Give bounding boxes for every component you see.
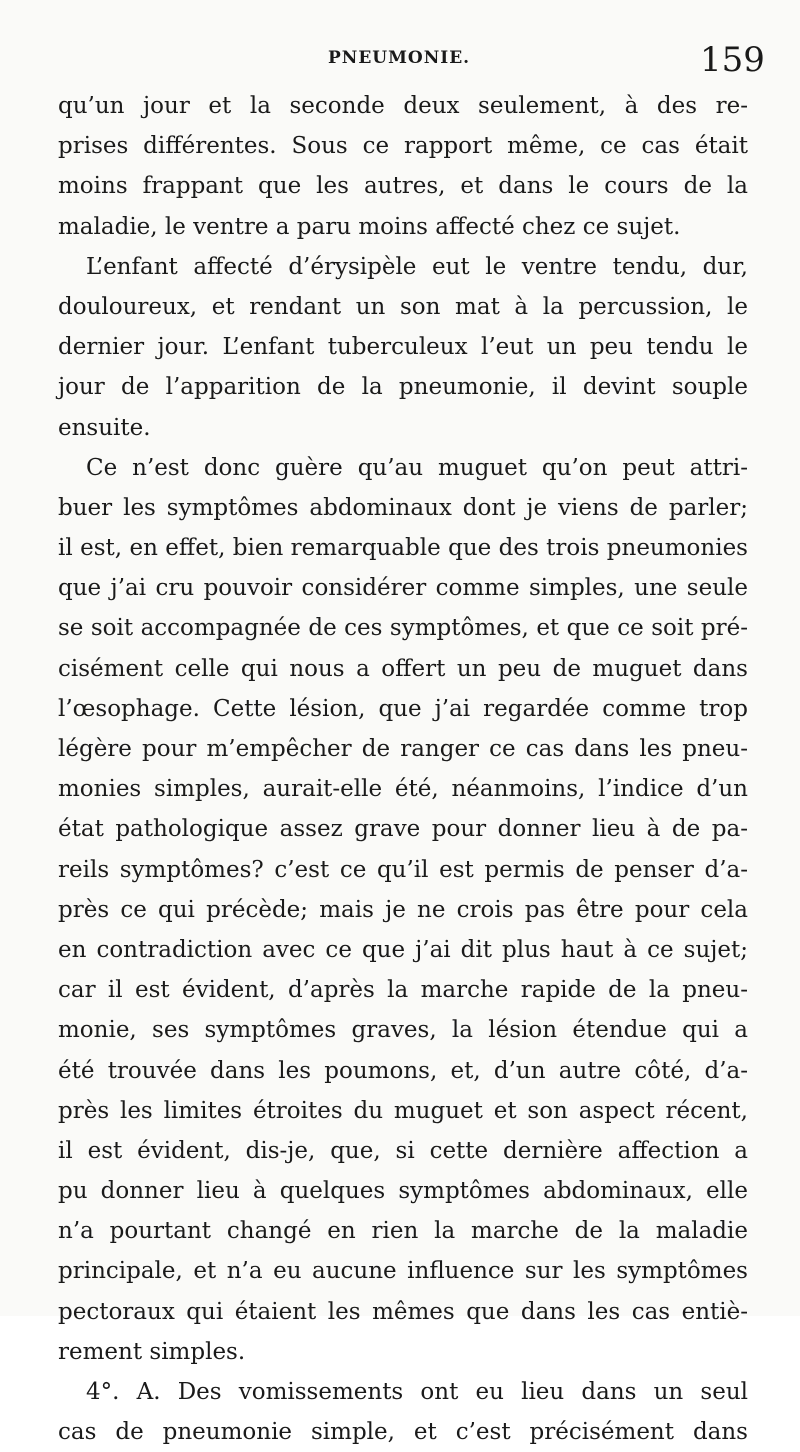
text-line: qu’un jour et la seconde deux seulement, à des re-: [58, 93, 748, 119]
text-line: car il est évident, d’après la marche rapide de la pneu-: [58, 977, 748, 1004]
text-line: reils symptômes? c’est ce qu’il est permis de penser d’a-: [58, 856, 748, 883]
text-line: L’enfant affecté d’érysipèle eut le ventre tendu, dur,: [86, 253, 748, 280]
text-line: près les limites étroites du muguet et son aspect récent,: [58, 1097, 748, 1124]
text-line: légère pour m’empêcher de ranger ce cas dans les pneu-: [58, 736, 748, 762]
body-text: [58, 86, 748, 1452]
text-line: pectoraux qui étaient les mêmes que dans les cas entiè-: [58, 1298, 748, 1325]
text-line: principale, et n’a eu aucune influence sur les symptômes: [58, 1258, 748, 1285]
text-line: maladie, le ventre a paru moins affecté chez ce sujet.: [58, 213, 681, 240]
text-line: douloureux, et rendant un son mat à la percussion, le: [58, 293, 748, 320]
text-line: été trouvée dans les poumons, et, d’un autre côté, d’a-: [58, 1057, 748, 1084]
text-line: que j’ai cru pouvoir considérer comme simples, une seule: [58, 575, 748, 602]
text-line: il est, en effet, bien remarquable que des trois pneumonies: [58, 535, 748, 562]
text-line: jour de l’apparition de la pneumonie, il devint souple: [58, 374, 748, 401]
text-line: Ce n’est donc guère qu’au muguet qu’on peut attri-: [86, 454, 748, 481]
text-line: prises différentes. Sous ce rapport même, ce cas était: [58, 133, 748, 160]
text-line: état pathologique assez grave pour donner lieu à de pa-: [58, 816, 748, 843]
text-line: cas de pneumonie simple, et c’est précisément dans: [58, 1419, 748, 1446]
text-line: se soit accompagnée de ces symptômes, et que ce soit pré-: [58, 615, 748, 642]
page-number: 159: [700, 40, 765, 80]
text-line: pu donner lieu à quelques symptômes abdominaux, elle: [58, 1178, 748, 1205]
text-line: 4°. A. Des vomissements ont eu lieu dans un seul: [86, 1379, 748, 1405]
text-line: près ce qui précède; mais je ne crois pas être pour cela: [58, 896, 748, 923]
running-title: PNEUMONIE.: [328, 48, 471, 68]
text-line: il est évident, dis-je, que, si cette dernière affection a: [58, 1137, 748, 1164]
text-line: en contradiction avec ce que j’ai dit plus haut à ce sujet;: [58, 936, 748, 963]
text-line: monies simples, aurait-elle été, néanmoins, l’indice d’un: [58, 776, 748, 803]
text-line: ensuite.: [58, 414, 151, 441]
text-line: cisément celle qui nous a offert un peu de muguet dans: [58, 655, 748, 682]
text-line: l’œsophage. Cette lésion, que j’ai regardée comme trop: [58, 695, 748, 722]
text-line: n’a pourtant changé en rien la marche de la maladie: [58, 1218, 748, 1245]
text-line: buer les symptômes abdominaux dont je viens de parler;: [58, 494, 748, 521]
running-head: [0, 40, 800, 84]
text-line: rement simples.: [58, 1338, 246, 1365]
text-line: moins frappant que les autres, et dans le cours de la: [58, 173, 748, 200]
text-line: dernier jour. L’enfant tuberculeux l’eut un peu tendu le: [58, 334, 748, 361]
text-line: monie, ses symptômes graves, la lésion étendue qui a: [58, 1017, 748, 1044]
